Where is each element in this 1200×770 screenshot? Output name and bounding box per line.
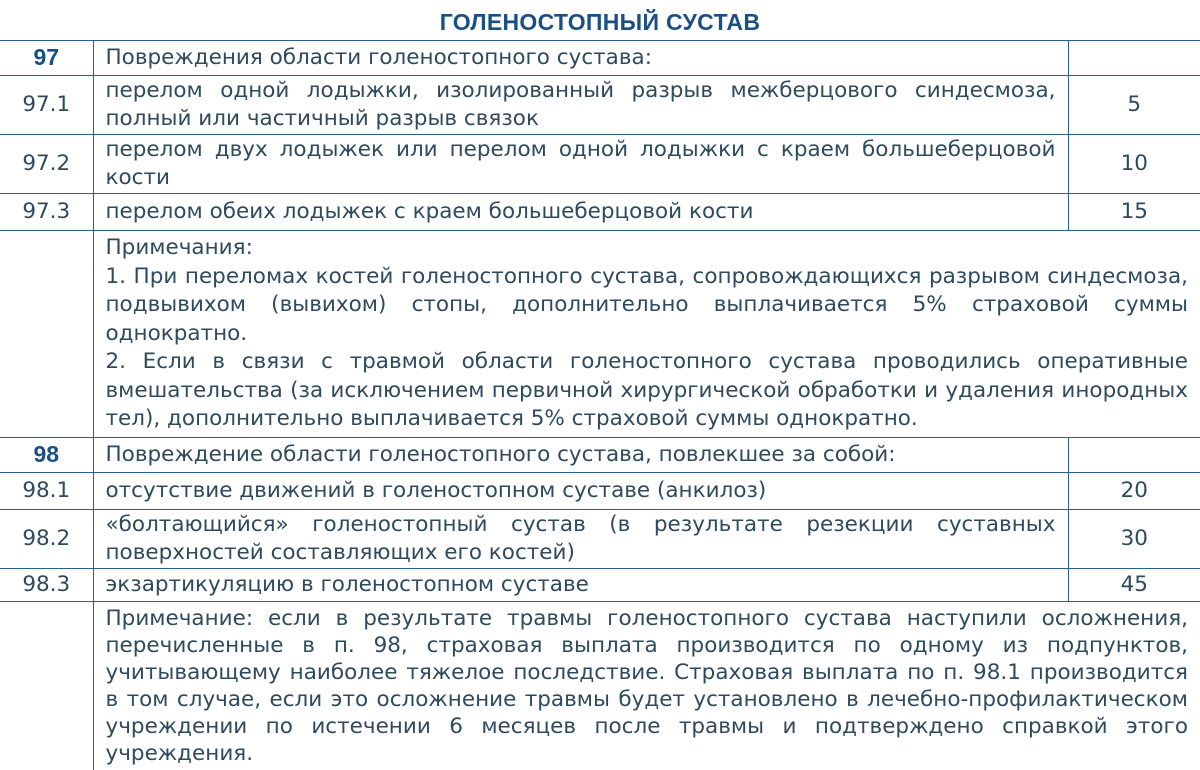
row-number: 97.2 [0, 135, 93, 194]
row-number: 97 [0, 41, 93, 76]
row-value [1068, 41, 1200, 76]
row-value: 10 [1068, 135, 1200, 194]
table-row-98-3 [0, 568, 1200, 601]
row-description: отсутствие движений в голеностопном суставе (анкилоз) [93, 472, 1068, 509]
table-row-97-3 [0, 194, 1200, 231]
row-description: экзартикуляцию в голеностопном суставе [93, 568, 1068, 601]
table-row-98-1 [0, 472, 1200, 509]
row-value: 5 [1068, 76, 1200, 135]
table-row-98 [0, 437, 1200, 472]
note-heading: Примечания: [105, 235, 253, 260]
row-number: 98.2 [0, 509, 93, 568]
table-note-97 [0, 231, 1200, 438]
row-number: 98 [0, 437, 93, 472]
note-97-text [93, 231, 1200, 438]
note-item-2: 2. Если в связи с травмой области голеностопного сустава проводились оперативные вмешательства (за исключением первичной хирургической обработки и удаления инородных тел), дополнительно выплачивается 5% страховой суммы однократно. [105, 349, 1188, 431]
table-row-97-1 [0, 76, 1200, 135]
table-note-98 [0, 601, 1200, 770]
note-98-text: Примечание: если в результате травмы голеностопного сустава наступили осложнения, перечисленные в п. 98, страховая выплата производится по одному из подпунктов, учитывающему наиболее тяжелое последствие. Страховая выплата по п. 98.1 производится в том случае, если это осложнение травмы будет установлено в лечебно-профилактическом учреждении по истечении 6 месяцев после травмы и подтверждено справкой этого учреждения. [93, 601, 1200, 770]
row-description: перелом обеих лодыжек с краем большеберцовой кости [93, 194, 1068, 231]
row-number: 97.3 [0, 194, 93, 231]
table-row-97 [0, 41, 1200, 76]
row-description: «болтающийся» голеностопный сустав (в результате резекции суставных поверхностей составляющих его костей) [93, 509, 1068, 568]
row-value [1068, 437, 1200, 472]
row-value: 20 [1068, 472, 1200, 509]
row-number: 98.3 [0, 568, 93, 601]
ankle-injury-table [0, 40, 1200, 770]
note-item-1: 1. При переломах костей голеностопного сустава, сопровождающихся разрывом синдесмоза, подвывихом (вывихом) стопы, дополнительно выплачивается 5% страховой суммы однократно. [105, 263, 1188, 346]
note-number-blank [0, 231, 93, 438]
row-description: Повреждение области голеностопного сустава, повлекшее за собой: [93, 437, 1068, 472]
table-row-98-2 [0, 509, 1200, 568]
row-value: 30 [1068, 509, 1200, 568]
row-description: перелом одной лодыжки, изолированный разрыв межберцового синдесмоза, полный или частичный разрыв связок [93, 76, 1068, 135]
row-description: перелом двух лодыжек или перелом одной лодыжки с краем большеберцовой кости [93, 135, 1068, 194]
row-value: 15 [1068, 194, 1200, 231]
row-description: Повреждения области голеностопного сустава: [93, 41, 1068, 76]
table-row-97-2 [0, 135, 1200, 194]
row-number: 98.1 [0, 472, 93, 509]
page-title: ГОЛЕНОСТОПНЫЙ СУСТАВ [439, 9, 761, 35]
note-number-blank [0, 601, 93, 770]
row-value: 45 [1068, 568, 1200, 601]
row-number: 97.1 [0, 76, 93, 135]
